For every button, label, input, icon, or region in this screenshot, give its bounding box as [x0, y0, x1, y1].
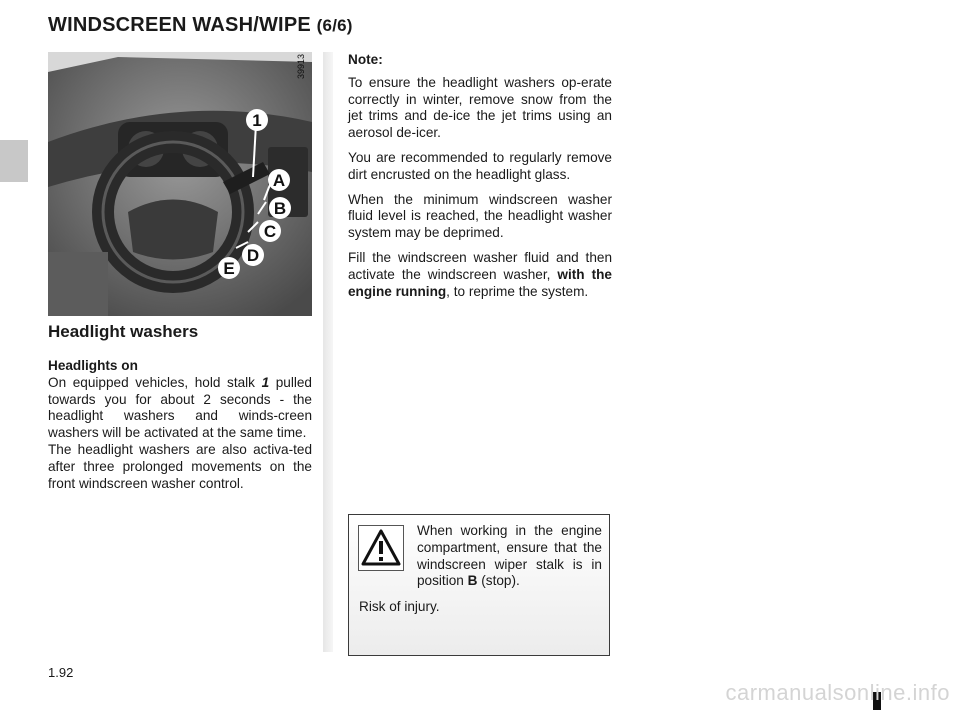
chapter-tab	[0, 140, 28, 182]
page-title-part: (6/6)	[316, 16, 353, 35]
page-number: 1.92	[48, 665, 74, 680]
headlight-washers-also-text: The headlight washers are also activa-ted after three prolonged movements on the front windscreen washer control.	[48, 441, 312, 491]
door-panel	[48, 252, 108, 316]
note-p4-bold: with the engine running	[348, 266, 612, 299]
note-section	[348, 52, 612, 308]
text-before-stalk: On equipped vehicles, hold stalk	[48, 374, 262, 390]
warning-position-ref: B	[467, 573, 478, 589]
note-paragraph-2: You are recommended to regularly remove dirt encrusted on the headlight glass.	[348, 149, 612, 182]
stalk-figure	[48, 52, 312, 316]
warning-text-before: When working in the engine compartment, ensure that the windscreen wiper stalk is in position	[417, 523, 602, 589]
note-p4-before: Fill the windscreen washer fluid and then activate the windscreen washer,	[348, 249, 612, 282]
label-1: 1	[252, 111, 262, 130]
note-paragraph-1: To ensure the headlight washers op-erate correctly in winter, remove snow from the jet trims and de-ice the jet trims using an aerosol de-icer.	[348, 74, 612, 141]
label-e: E	[223, 259, 235, 278]
note-p4-after: , to reprime the system.	[446, 283, 589, 299]
warning-risk: Risk of injury.	[359, 599, 440, 614]
label-b: B	[273, 199, 287, 218]
headlight-washers-text	[48, 375, 312, 442]
warning-box	[348, 514, 610, 656]
label-a: A	[272, 171, 286, 190]
watermark: carmanualsonline.info	[725, 680, 950, 705]
note-paragraph-4	[348, 250, 612, 300]
section-heading: Headlight washers	[48, 322, 199, 341]
text-after-stalk: pulled towards you for about 2 seconds - the headlight washers and winds-creen washers will be activated at the same time.	[48, 374, 312, 441]
steering-wheel-hub	[128, 200, 218, 260]
warning-text-after: (stop).	[477, 573, 520, 589]
page-title-main: WINDSCREEN WASH/WIPE	[48, 14, 311, 36]
page-title	[48, 14, 353, 37]
figure-ref-number: 39913	[296, 54, 306, 80]
stalk-reference: 1	[261, 374, 270, 390]
note-paragraph-3: When the minimum windscreen washer fluid level is reached, the headlight washer system may be deprimed.	[348, 191, 612, 241]
headlight-washers-section	[48, 322, 312, 492]
label-c: C	[263, 222, 277, 241]
note-label: Note:	[348, 52, 383, 67]
label-d: D	[246, 246, 260, 265]
column-divider	[323, 52, 333, 652]
dashboard-illustration	[48, 52, 312, 316]
warning-text	[417, 523, 602, 590]
section-subheading: Headlights on	[48, 358, 138, 373]
warning-triangle-icon	[358, 525, 404, 571]
